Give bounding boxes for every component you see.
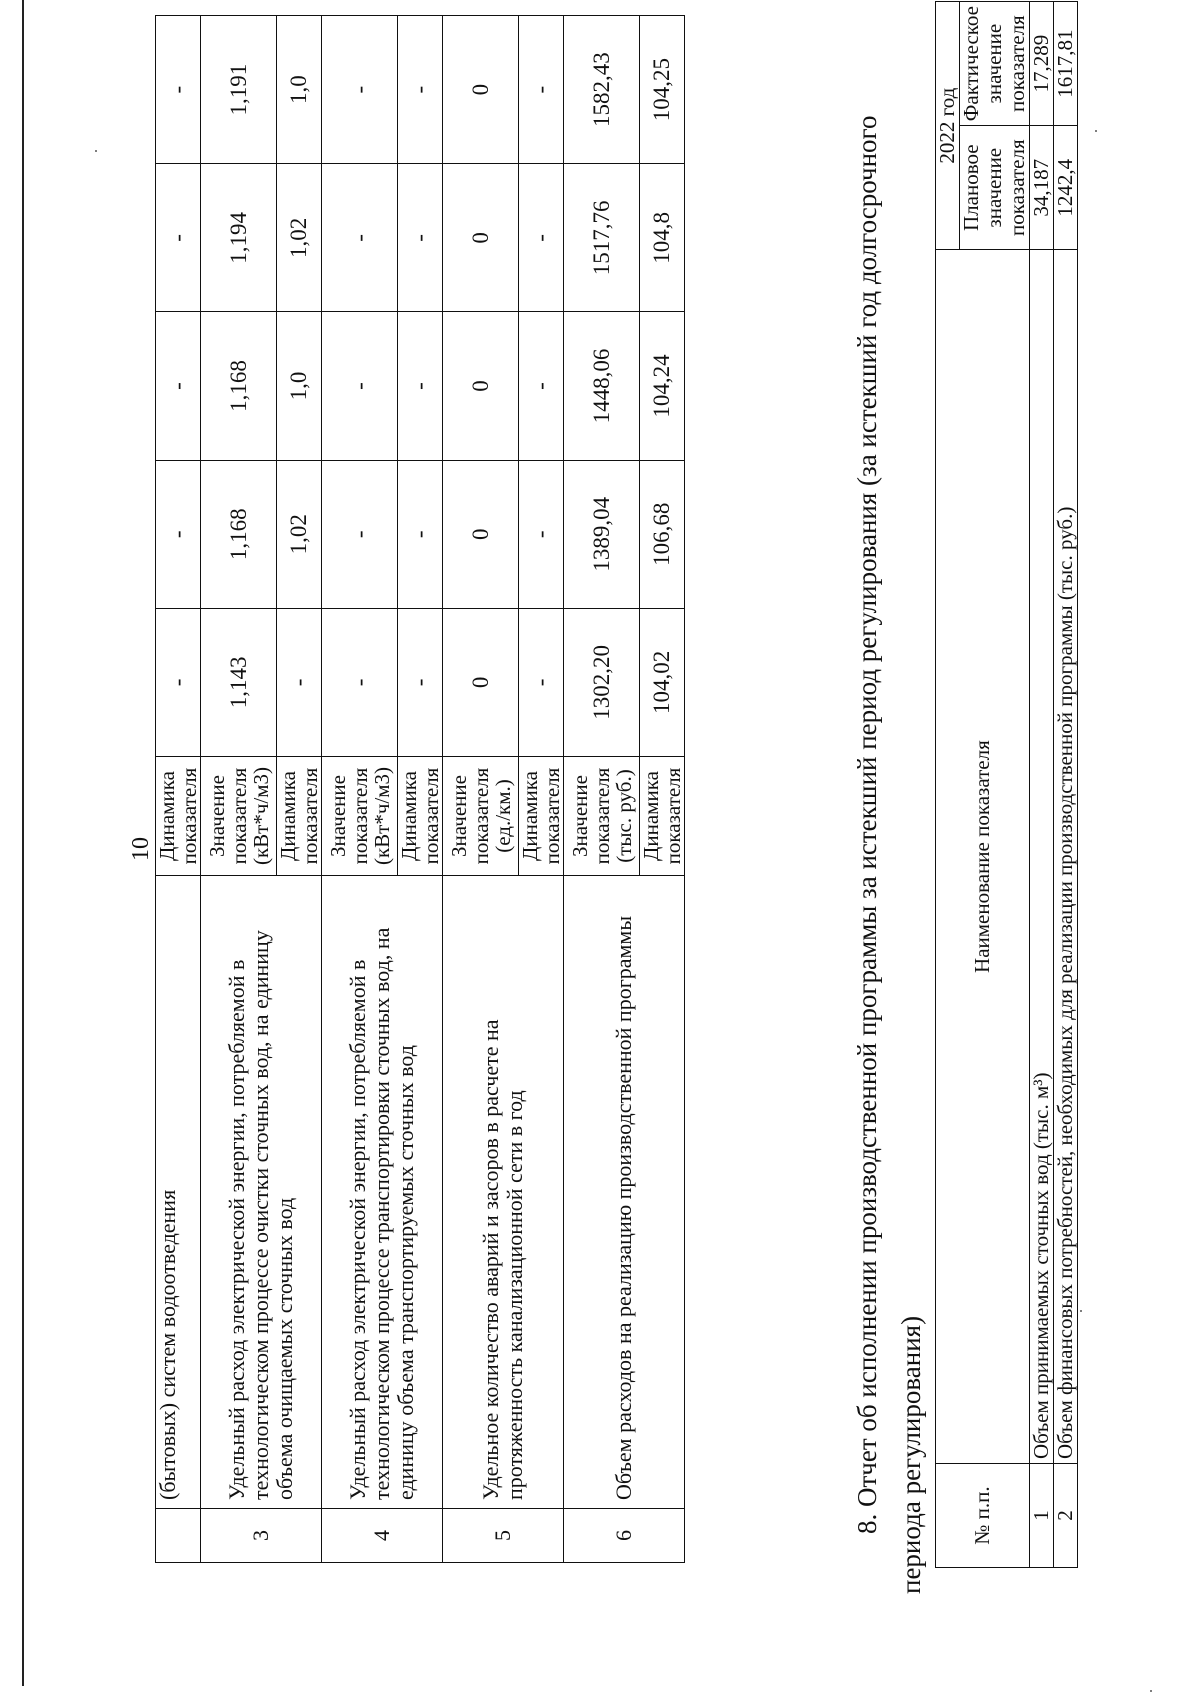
value-cell: 1,0 <box>277 16 322 164</box>
indicator-type-cell: Динамика показателя <box>398 757 443 876</box>
indicator-type-cell: Значение показателя (ед./км.) <box>443 757 519 876</box>
fact-value-cell: 17,289 <box>1030 2 1054 126</box>
table-row <box>564 16 640 1563</box>
table-row <box>156 16 201 1563</box>
value-cell: 104,24 <box>640 312 685 460</box>
value-cell: 1389,04 <box>564 460 640 608</box>
value-cell: - <box>277 608 322 756</box>
value-cell: 0 <box>443 460 519 608</box>
value-cell: - <box>156 460 201 608</box>
value-cell: - <box>519 16 564 164</box>
section-8-heading: 8. Отчет об исполнении производственной программы за истекший период регулирования (за истекший год долгосрочного периода регулирования) <box>852 115 926 1594</box>
value-cell: - <box>398 460 443 608</box>
indicator-type-cell: Динамика показателя <box>156 757 201 876</box>
indicator-type-cell: Динамика показателя <box>519 757 564 876</box>
plan-value-cell: 1242,4 <box>1054 126 1078 250</box>
value-cell: - <box>322 460 398 608</box>
indicator-name-cell: Объем расходов на реализацию производственной программы <box>564 876 685 1509</box>
value-cell: - <box>156 608 201 756</box>
value-cell: - <box>322 16 398 164</box>
value-cell: 1,0 <box>277 312 322 460</box>
value-cell: - <box>322 608 398 756</box>
value-cell: - <box>398 312 443 460</box>
row-number-cell: 3 <box>201 1509 322 1563</box>
row-number-cell: 5 <box>443 1509 564 1563</box>
value-cell: - <box>398 164 443 312</box>
value-cell: 106,68 <box>640 460 685 608</box>
value-cell: 1,168 <box>201 312 277 460</box>
table-row <box>201 16 277 1563</box>
column-header-no: № п.п. <box>936 1464 1030 1568</box>
indicator-name-cell: Объем принимаемых сточных вод (тыс. м³) <box>1030 250 1054 1464</box>
indicator-name-cell: Объем финансовых потребностей, необходимых для реализации производственной программы (тыс. руб.) <box>1054 250 1078 1464</box>
indicator-type-cell: Значение показателя (тыс. руб.) <box>564 757 640 876</box>
value-cell: 1302,20 <box>564 608 640 756</box>
value-cell: 0 <box>443 164 519 312</box>
row-number-cell <box>156 1509 201 1563</box>
value-cell: 1,168 <box>201 460 277 608</box>
table-row <box>1054 2 1078 1568</box>
indicators-table <box>155 15 685 1563</box>
column-header-fact: Фактическое значение показателя <box>960 2 1030 126</box>
value-cell: 1448,06 <box>564 312 640 460</box>
indicator-type-cell: Значение показателя (кВт*ч/м3) <box>201 757 277 876</box>
indicator-type-cell: Значение показателя (кВт*ч/м3) <box>322 757 398 876</box>
value-cell: 0 <box>443 608 519 756</box>
value-cell: 0 <box>443 16 519 164</box>
value-cell: - <box>156 16 201 164</box>
table-row <box>443 16 519 1563</box>
value-cell: - <box>156 312 201 460</box>
value-cell: 1,02 <box>277 460 322 608</box>
value-cell: 1,143 <box>201 608 277 756</box>
value-cell: 0 <box>443 312 519 460</box>
indicator-type-cell: Динамика показателя <box>277 757 322 876</box>
value-cell: 1517,76 <box>564 164 640 312</box>
value-cell: 1582,43 <box>564 16 640 164</box>
value-cell: 1,02 <box>277 164 322 312</box>
column-header-plan: Плановое значение показателя <box>960 126 1030 250</box>
indicator-name-cell: Удельное количество аварий и засоров в расчете на протяженность канализационной сети в год <box>443 876 564 1509</box>
value-cell: - <box>519 164 564 312</box>
value-cell: - <box>398 608 443 756</box>
value-cell: - <box>322 312 398 460</box>
row-number-cell: 1 <box>1030 1464 1054 1568</box>
indicator-name-cell: (бытовых) систем водоотведения <box>156 876 201 1509</box>
indicator-name-cell: Удельный расход электрической энергии, потребляемой в технологическом процессе очистки сточных вод, на единицу объема очищаемых сточных вод <box>201 876 322 1509</box>
value-cell: - <box>398 16 443 164</box>
column-header-year: 2022 год <box>936 2 960 250</box>
value-cell: - <box>519 460 564 608</box>
table-header-row <box>936 2 960 1568</box>
table-row <box>322 16 398 1563</box>
value-cell: - <box>322 164 398 312</box>
value-cell: 104,02 <box>640 608 685 756</box>
fact-value-cell: 1617,81 <box>1054 2 1078 126</box>
indicator-type-cell: Динамика показателя <box>640 757 685 876</box>
indicator-name-cell: Удельный расход электрической энергии, потребляемой в технологическом процессе транспортировки сточных вод, на единицу объема транспортируемых сточных вод <box>322 876 443 1509</box>
row-number-cell: 4 <box>322 1509 443 1563</box>
table-row <box>1030 2 1054 1568</box>
value-cell: - <box>156 164 201 312</box>
column-header-name: Наименование показателя <box>936 250 1030 1464</box>
row-number-cell: 2 <box>1054 1464 1078 1568</box>
value-cell: 104,8 <box>640 164 685 312</box>
row-number-cell: 6 <box>564 1509 685 1563</box>
plan-value-cell: 34,187 <box>1030 126 1054 250</box>
program-report-table <box>935 1 1078 1568</box>
value-cell: - <box>519 608 564 756</box>
value-cell: 104,25 <box>640 16 685 164</box>
page-number: 10 <box>128 837 154 861</box>
value-cell: - <box>519 312 564 460</box>
value-cell: 1,191 <box>201 16 277 164</box>
value-cell: 1,194 <box>201 164 277 312</box>
